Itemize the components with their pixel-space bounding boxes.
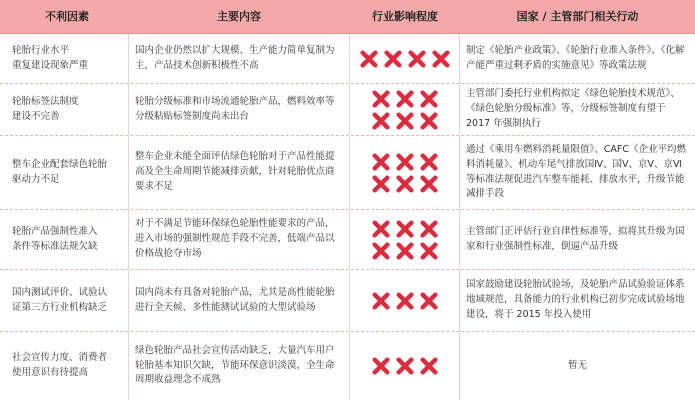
x-cross-icon xyxy=(384,50,402,68)
x-cross-icon xyxy=(432,50,450,68)
x-cross-icon xyxy=(420,357,438,375)
table-row xyxy=(0,332,695,400)
x-cross-icon xyxy=(396,357,414,375)
action-cell: 主管部门正评估行业自律性标准等，拟将其升级为国家和行业强制性标准，倒逼产品升级 xyxy=(466,225,685,252)
impact-cell xyxy=(350,34,460,83)
content-cell: 国内企业仍然以扩大规模、生产能力简单复制为主，产品技术创新积极性不高 xyxy=(128,34,350,83)
x-cross-icon xyxy=(372,175,390,193)
table-row xyxy=(0,136,695,210)
x-cross-icon xyxy=(396,153,414,171)
x-cross-icon xyxy=(396,220,414,238)
x-cross-icon xyxy=(372,357,390,375)
action-cell: 制定《轮胎产业政策》、《轮胎行业准入条件》、《化解产能严重过剩矛盾的实施意见》等政策法规 xyxy=(466,44,685,71)
x-cross-icon xyxy=(408,50,426,68)
table-row xyxy=(0,270,695,332)
action-cell: 国家鼓励建设轮胎试验场，及轮胎产品试验验证体系地域规范，具备能力的行业机构已初步完成试验场地建设，将于 2015 年投入使用 xyxy=(466,279,685,320)
content-cell: 绿色轮胎产品社会宣传活动缺乏，大量汽车用户轮胎基本知识欠缺，节能环保意识淡漠，全生命周期收益理念不成熟 xyxy=(128,332,350,400)
factor-cell: 轮胎行业水平 重复建设现象严重 xyxy=(12,44,89,71)
table-row xyxy=(0,34,695,84)
x-cross-icon xyxy=(396,242,414,260)
x-cross-icon xyxy=(420,242,438,260)
content-cell: 国内尚未有具备对轮胎产品，尤其是高性能轮胎进行全天候、多性能测试试验的大型试验场 xyxy=(128,270,350,331)
x-cross-icon xyxy=(420,292,438,310)
table-header xyxy=(0,0,695,34)
header-content: 主要内容 xyxy=(217,9,261,23)
x-cross-icon xyxy=(372,90,390,108)
content-cell: 对于不满足节能环保绿色轮胎性能要求的产品，进入市场的强制性规范手段不完善，低端产品以价格战抢夺市场 xyxy=(128,210,350,269)
x-cross-icon xyxy=(420,153,438,171)
x-cross-icon xyxy=(372,112,390,130)
action-cell: 主管部门委托行业机构拟定《绿色轮胎技术规范》、《绿色轮胎分级标准》等，分级标签制度有望于 2017 年强制执行 xyxy=(466,88,680,129)
x-cross-icon xyxy=(372,153,390,171)
x-cross-icon xyxy=(420,175,438,193)
action-cell: 暂无 xyxy=(567,359,587,371)
impact-cell xyxy=(350,84,460,135)
x-cross-icon xyxy=(420,220,438,238)
table-row xyxy=(0,84,695,136)
header-factor: 不利因素 xyxy=(45,9,89,23)
header-action: 国家 / 主管部门相关行动 xyxy=(516,9,639,23)
x-cross-icon xyxy=(396,90,414,108)
content-cell: 整车企业未能全面评估绿色轮胎对于产品性能提高及全生命周期节能减排贡献，针对轮胎优点商要求不足 xyxy=(128,136,350,209)
x-cross-icon xyxy=(372,292,390,310)
header-impact: 行业影响程度 xyxy=(372,9,438,23)
impact-cell xyxy=(350,136,460,209)
x-cross-icon xyxy=(372,220,390,238)
factor-cell: 轮胎标签法制度 建设不完善 xyxy=(12,95,79,122)
content-cell: 轮胎分级标准和市场流通轮胎产品，燃料效率等分级粘贴标签制度尚未出台 xyxy=(128,84,350,135)
factor-cell: 国内测试评价、试验认 证第三方行业机构缺乏 xyxy=(12,286,108,313)
x-cross-icon xyxy=(372,242,390,260)
x-cross-icon xyxy=(360,50,378,68)
x-cross-icon xyxy=(420,90,438,108)
factor-cell: 社会宣传力度、消费者 使用意识有待提高 xyxy=(12,352,108,378)
factor-cell: 整车企业配套绿色轮胎 驱动力不足 xyxy=(12,158,108,185)
impact-cell xyxy=(350,210,460,269)
impact-cell xyxy=(350,270,460,331)
action-cell: 通过《乘用车燃料消耗量限值》、CAFC《企业平均燃料消耗量》、机动车尾气排放国Ⅳ、国Ⅴ、京Ⅴ、京Ⅵ等标准法规促进汽车整车能耗、排放水平，升级节能减排手段 xyxy=(466,144,686,200)
x-cross-icon xyxy=(396,175,414,193)
x-cross-icon xyxy=(396,292,414,310)
impact-cell xyxy=(350,332,460,400)
x-cross-icon xyxy=(420,112,438,130)
x-cross-icon xyxy=(396,112,414,130)
table-row xyxy=(0,210,695,270)
factor-cell: 轮胎产品强制性准入 条件等标准法规欠缺 xyxy=(12,225,98,252)
